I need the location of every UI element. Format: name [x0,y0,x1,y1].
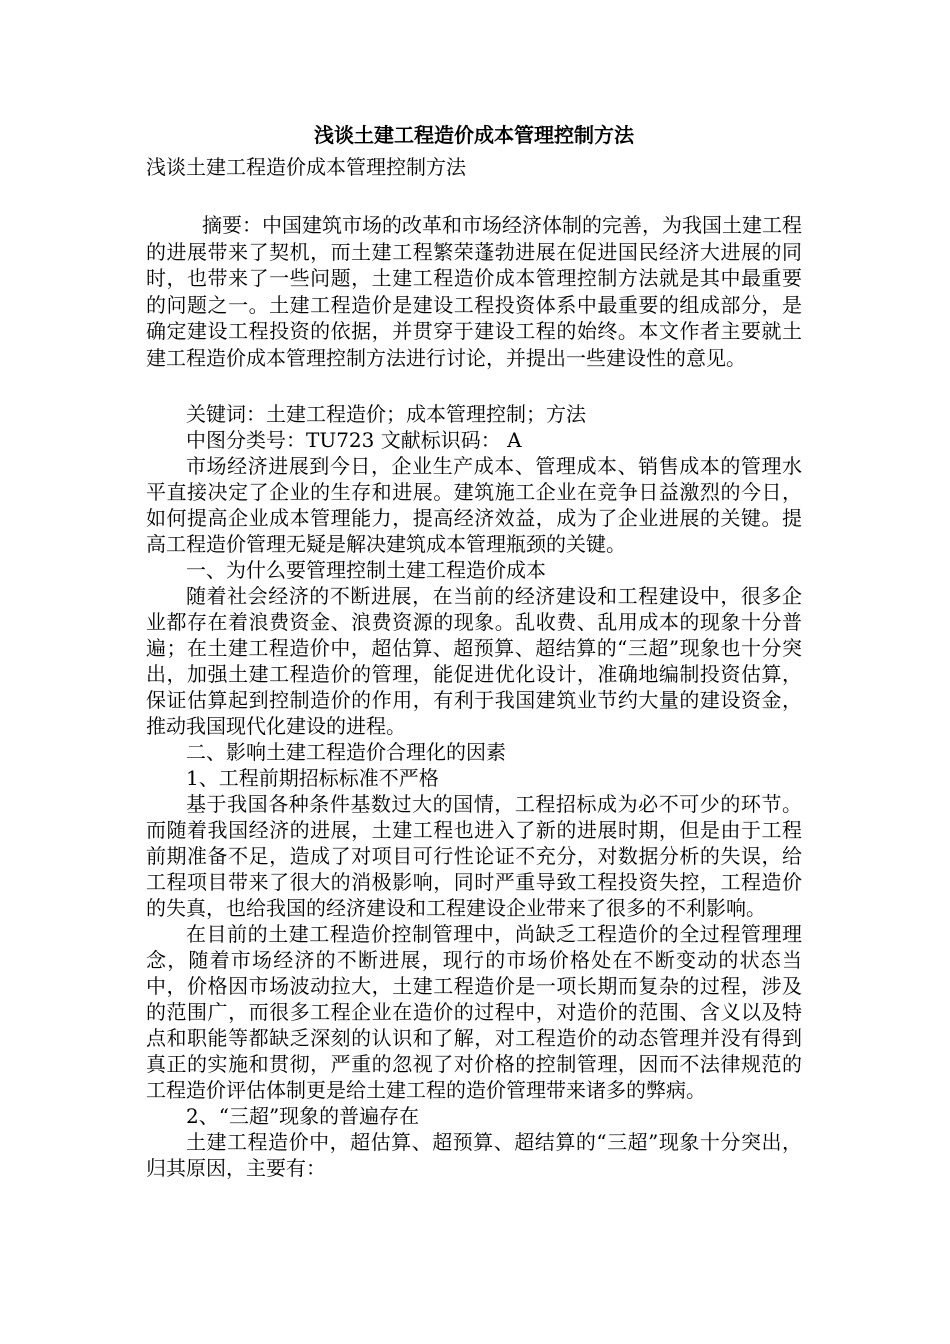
section-heading: 一、为什么要管理控制土建工程造价成本 [186,558,546,582]
blank-line [146,182,802,212]
subsection-heading: 2、“三超”现象的普遍存在 [186,1104,420,1128]
blank-line [146,371,802,401]
keywords-line: 关键词：土建工程造价；成本管理控制；方法 [186,402,586,426]
body-paragraph: 市场经济进展到今日，企业生产成本、管理成本、销售成本的管理水平直接决定了企业的生存和进展。建筑施工企业在竞争日益激烈的今日，如何提高企业成本管理能力，提高经济效益，成为了企业进展的关键。提高工程造价管理无疑是解决建筑成本管理瓶颈的关键。 [146,454,802,556]
document-subtitle: 浅谈土建工程造价成本管理控制方法 [146,155,466,179]
section-heading: 二、影响土建工程造价合理化的因素 [186,740,506,764]
document-body [146,118,802,1181]
body-paragraph: 土建工程造价中，超估算、超预算、超结算的“三超”现象十分突出，归其原因，主要有： [146,1130,802,1180]
document-title: 浅谈土建工程造价成本管理控制方法 [314,123,634,147]
body-paragraph: 基于我国各种条件基数过大的国情，工程招标成为必不可少的环节。而随着我国经济的进展，土建工程也进入了新的进展时期，但是由于工程前期准备不足，造成了对项目可行性论证不充分，对数据分析的失误，给工程项目带来了很大的消极影响，同时严重导致工程投资失控，工程造价的失真，也给我国的经济建设和工程建设企业带来了很多的不利影响。 [146,792,802,920]
classification-line: 中图分类号：TU723 文献标识码： A [186,428,522,452]
abstract-paragraph: 摘要：中国建筑市场的改革和市场经济体制的完善，为我国土建工程的进展带来了契机，而土建工程繁荣蓬勃进展在促进国民经济大进展的同时，也带来了一些问题，土建工程造价成本管理控制方法就是其中最重要的问题之一。土建工程造价是建设工程投资体系中最重要的组成部分，是确定建设工程投资的依据，并贯穿于建设工程的始终。本文作者主要就土建工程造价成本管理控制方法进行讨论，并提出一些建设性的意见。 [146,213,802,370]
body-paragraph: 在目前的土建工程造价控制管理中，尚缺乏工程造价的全过程管理理念，随着市场经济的不断进展，现行的市场价格处在不断变动的状态当中，价格因市场波动拉大，土建工程造价是一项长期而复杂的过程，涉及的范围广，而很多工程企业在造价的过程中，对造价的范围、含义以及特点和职能等都缺乏深刻的认识和了解，对工程造价的动态管理并没有得到真正的实施和贯彻，严重的忽视了对价格的控制管理，因而不法律规范的工程造价评估体制更是给土建工程的造价管理带来诸多的弊病。 [146,922,802,1102]
body-paragraph: 随着社会经济的不断进展，在当前的经济建设和工程建设中，很多企业都存在着浪费资金、浪费资源的现象。乱收费、乱用成本的现象十分普遍；在土建工程造价中，超估算、超预算、超结算的“三超”现象也十分突出，加强土建工程造价的管理，能促进优化设计，准确地编制投资估算，保证估算起到控制造价的作用，有利于我国建筑业节约大量的建设资金，推动我国现代化建设的进程。 [146,584,802,738]
subsection-heading: 1、工程前期招标标准不严格 [186,766,439,790]
